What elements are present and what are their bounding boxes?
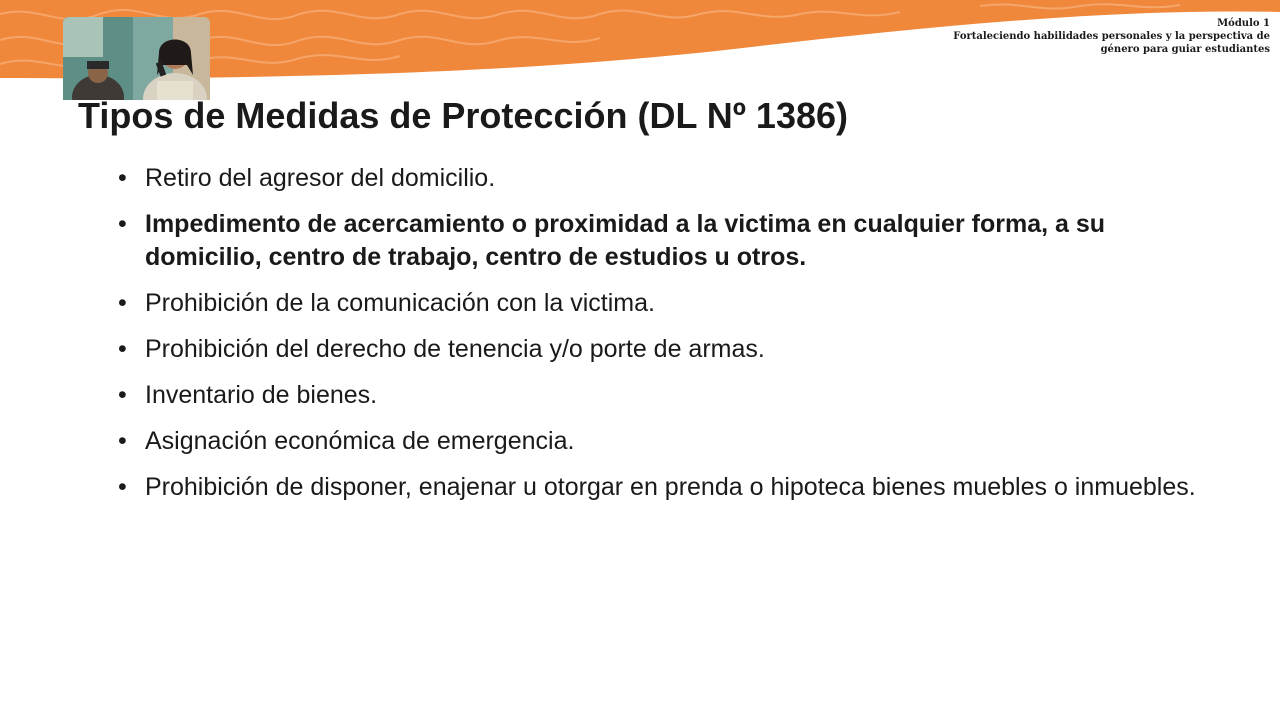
bullet-text: Retiro del agresor del domicilio. xyxy=(145,164,496,192)
bullet-text: Impedimento de acercamiento o proximidad a la victima en cualquier forma, a su domicilio, centro de trabajo, centro de estudios u otros. xyxy=(145,210,1106,271)
bullet-item xyxy=(118,333,1228,366)
bullet-list xyxy=(118,162,1228,517)
bullet-icon: • xyxy=(118,164,127,192)
bullet-item xyxy=(118,379,1228,412)
bullet-item xyxy=(118,162,1228,195)
presenter-photo xyxy=(63,17,210,100)
bullet-icon: • xyxy=(118,289,127,317)
presenter-photo-image xyxy=(63,17,210,100)
bullet-icon: • xyxy=(118,381,127,409)
bullet-text: Prohibición de la comunicación con la victima. xyxy=(145,289,655,317)
bullet-icon: • xyxy=(118,210,127,238)
bullet-text: Prohibición del derecho de tenencia y/o porte de armas. xyxy=(145,335,765,363)
slide-title: Tipos de Medidas de Protección (DL Nº 1386) xyxy=(78,95,849,136)
bullet-text: Asignación económica de emergencia. xyxy=(145,427,575,455)
bullet-text: Inventario de bienes. xyxy=(145,381,378,409)
bullet-item xyxy=(118,287,1228,320)
bullet-text: Prohibición de disponer, enajenar u otorgar en prenda o hipoteca bienes muebles o inmuebles. xyxy=(145,473,1196,501)
module-subtitle-line-2: género para guiar estudiantes xyxy=(1100,44,1270,55)
bullet-icon: • xyxy=(118,335,127,363)
bullet-icon: • xyxy=(118,473,127,501)
bullet-item xyxy=(118,208,1228,274)
bullet-item xyxy=(118,471,1228,504)
module-caption xyxy=(930,17,1270,56)
module-number: Módulo 1 xyxy=(1217,18,1270,29)
bullet-icon: • xyxy=(118,427,127,455)
bullet-item xyxy=(118,425,1228,458)
module-subtitle-line-1: Fortaleciendo habilidades personales y la perspectiva de xyxy=(953,31,1270,42)
